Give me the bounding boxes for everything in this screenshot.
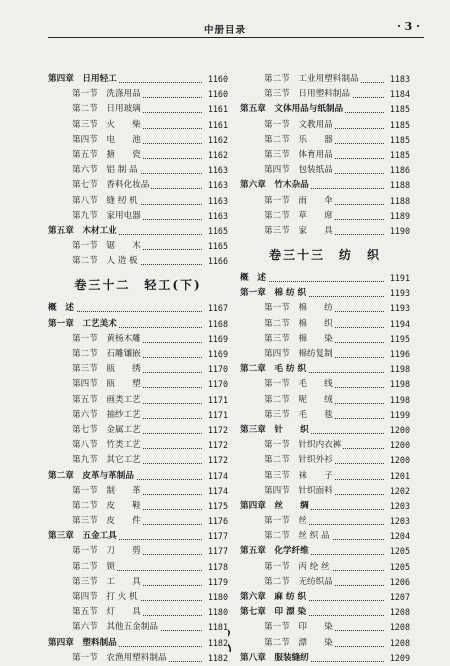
entry-page-number: 1172 xyxy=(206,453,228,468)
entry-page-number: 1188 xyxy=(388,178,410,193)
entry-label: 第三节 家 具 xyxy=(264,225,333,236)
entry-label: 第七节 香料化妆品 xyxy=(72,180,150,191)
entry-label: 第一节 丙 纶 丝 xyxy=(264,561,330,572)
toc-chapter-entry xyxy=(48,72,228,87)
entry-label: 第三节 日用塑料制品 xyxy=(264,89,350,100)
entry-page-number: 1185 xyxy=(388,148,410,163)
toc-section-entry xyxy=(240,72,410,87)
toc-section-entry xyxy=(48,408,228,423)
toc-chapter-entry xyxy=(48,317,228,332)
entry-page-number: 1163 xyxy=(206,163,228,178)
entry-label: 第四节 棉纺复制 xyxy=(264,349,333,359)
entry-label: 第六章 竹木杂品 xyxy=(240,180,309,191)
entry-page-number: 1200 xyxy=(388,438,410,453)
toc-section-entry xyxy=(240,118,410,133)
toc-section-entry xyxy=(48,438,228,453)
entry-label: 第八章 服装缝纫 xyxy=(240,652,309,663)
entry-page-number: 1177 xyxy=(206,544,228,559)
toc-section-entry xyxy=(48,560,228,575)
toc-section-entry xyxy=(48,347,228,362)
entry-page-number: 1165 xyxy=(206,239,228,254)
toc-section-entry xyxy=(240,133,410,148)
entry-page-number: 1167 xyxy=(206,301,228,316)
entry-label: 第一节 锯 木 xyxy=(72,241,141,252)
entry-page-number: 1194 xyxy=(388,317,410,332)
toc-section-entry xyxy=(48,163,228,178)
entry-page-number: 1203 xyxy=(388,514,410,529)
entry-label: 第一节 制 革 xyxy=(72,485,141,496)
entry-label: 第二节 人 造 板 xyxy=(72,256,138,267)
entry-page-number: 1179 xyxy=(206,575,228,590)
entry-label: 第一章 工艺美术 xyxy=(48,318,117,329)
entry-page-number: 1208 xyxy=(388,636,410,651)
entry-label: 第三节 瓯 绣 xyxy=(72,364,141,375)
entry-page-number: 1165 xyxy=(206,224,228,239)
entry-page-number: 1193 xyxy=(388,301,410,316)
entry-label: 第六节 铝 制 品 xyxy=(72,165,138,176)
toc-section-entry xyxy=(48,514,228,529)
toc-section-entry xyxy=(240,408,410,423)
toc-section-entry xyxy=(48,362,228,377)
entry-page-number: 1195 xyxy=(388,332,410,347)
entry-page-number: 1166 xyxy=(206,254,228,269)
toc-section-entry xyxy=(240,209,410,224)
entry-label: 第八节 竹类工艺 xyxy=(72,440,141,451)
toc-section-entry xyxy=(240,87,410,102)
toc-section-entry xyxy=(48,620,228,635)
toc-section-entry xyxy=(240,620,410,635)
entry-label: 第二节 皮 鞋 xyxy=(72,500,141,511)
entry-label: 第一节 雨 伞 xyxy=(264,195,333,206)
entry-label: 第一章 棉 纺 织 xyxy=(240,288,307,299)
toc-chapter-entry xyxy=(240,651,410,666)
entry-label: 第四章 丝 绸 xyxy=(240,500,309,511)
entry-label: 第二节 石雕镶嵌 xyxy=(72,349,141,359)
entry-page-number: 1172 xyxy=(206,423,228,438)
entry-label: 第九节 家用电器 xyxy=(72,210,141,221)
entry-page-number: 1202 xyxy=(388,484,410,499)
entry-label: 第二章 毛 纺 织 xyxy=(240,364,307,375)
entry-page-number: 1161 xyxy=(206,118,228,133)
toc-chapter-entry xyxy=(240,499,410,514)
entry-label: 第四节 电 池 xyxy=(72,134,141,145)
entry-page-number: 1189 xyxy=(388,209,410,224)
entry-label: 概 述 xyxy=(240,273,266,284)
entry-page-number: 1198 xyxy=(388,362,410,377)
entry-label: 第一节 棉 纺 xyxy=(264,303,333,314)
entry-label: 第一节 针织内衣裤 xyxy=(264,440,342,451)
entry-label: 第六节 其他五金制品 xyxy=(72,622,158,633)
toc-chapter-entry xyxy=(48,636,228,651)
toc-chapter-entry xyxy=(240,423,410,438)
toc-section-entry xyxy=(48,239,228,254)
entry-label: 第三节 棉 染 xyxy=(264,333,333,344)
toc-section-entry xyxy=(48,484,228,499)
toc-overview-entry xyxy=(240,271,410,286)
entry-page-number: 1161 xyxy=(206,102,228,117)
entry-label: 第二节 呢 绒 xyxy=(264,394,333,405)
toc-section-entry xyxy=(48,194,228,209)
entry-label: 第八节 缝 纫 机 xyxy=(72,195,138,206)
entry-label: 第四章 塑料制品 xyxy=(48,637,117,648)
entry-page-number: 1185 xyxy=(388,102,410,117)
entry-label: 第一节 洗涤用品 xyxy=(72,89,141,100)
toc-section-entry xyxy=(240,377,410,392)
header-rule xyxy=(48,37,424,38)
toc-section-entry xyxy=(48,605,228,620)
entry-label: 第三节 工 具 xyxy=(72,576,141,587)
entry-page-number: 1188 xyxy=(388,194,410,209)
toc-section-entry xyxy=(240,163,410,178)
toc-chapter-entry xyxy=(48,224,228,239)
entry-page-number: 1180 xyxy=(206,590,228,605)
entry-label: 第四节 针织面料 xyxy=(264,485,333,496)
toc-section-entry xyxy=(240,194,410,209)
toc-section-entry xyxy=(48,133,228,148)
toc-section-entry xyxy=(240,529,410,544)
entry-label: 第六章 麻 纺 织 xyxy=(240,592,307,602)
toc-chapter-entry xyxy=(240,590,410,605)
toc-chapter-entry xyxy=(48,529,228,544)
toc-section-entry xyxy=(48,254,228,269)
toc-section-entry xyxy=(48,148,228,163)
entry-page-number: 1182 xyxy=(206,636,228,651)
entry-page-number: 1208 xyxy=(388,620,410,635)
entry-label: 第一节 黄杨木雕 xyxy=(72,333,141,344)
entry-page-number: 1160 xyxy=(206,72,228,87)
entry-page-number: 1185 xyxy=(388,118,410,133)
toc-section-entry xyxy=(48,209,228,224)
entry-page-number: 1205 xyxy=(388,544,410,559)
toc-section-entry xyxy=(240,393,410,408)
entry-label: 第二节 草 席 xyxy=(264,210,333,221)
entry-label: 第四章 日用轻工 xyxy=(48,74,117,84)
entry-page-number: 1174 xyxy=(206,469,228,484)
entry-page-number: 1181 xyxy=(206,620,228,635)
entry-label: 第二节 无纺织品 xyxy=(264,576,333,587)
toc-section-entry xyxy=(48,118,228,133)
entry-label: 第四节 打 火 机 xyxy=(72,592,138,602)
entry-label: 第三节 皮 件 xyxy=(72,516,141,527)
entry-label: 第六节 抽纱工艺 xyxy=(72,409,141,420)
entry-page-number: 1207 xyxy=(388,590,410,605)
header-title: 中册目录 xyxy=(203,25,246,36)
toc-section-entry xyxy=(240,484,410,499)
entry-label: 第一节 文教用品 xyxy=(264,119,333,130)
entry-label: 第二节 棉 织 xyxy=(264,318,333,329)
entry-label: 第二节 乐 器 xyxy=(264,134,333,145)
entry-page-number: 1182 xyxy=(206,651,228,666)
toc-right-column xyxy=(240,72,410,666)
entry-label: 第九节 其它工艺 xyxy=(72,455,141,466)
entry-label: 第五章 木材工业 xyxy=(48,225,117,236)
entry-page-number: 1190 xyxy=(388,224,410,239)
entry-page-number: 1196 xyxy=(388,347,410,362)
entry-page-number: 1185 xyxy=(388,133,410,148)
toc-section-entry xyxy=(240,514,410,529)
entry-label: 第二章 皮革与革制品 xyxy=(48,470,134,481)
toc-section-entry xyxy=(240,453,410,468)
page-header xyxy=(0,0,450,46)
entry-label: 第三节 火 柴 xyxy=(72,119,141,130)
entry-page-number: 1191 xyxy=(388,271,410,286)
toc-section-entry xyxy=(240,347,410,362)
toc-section-entry xyxy=(240,317,410,332)
entry-label: 第七章 印 漂 染 xyxy=(240,607,307,618)
toc-section-entry xyxy=(48,651,228,666)
toc-section-entry xyxy=(48,393,228,408)
entry-page-number: 1184 xyxy=(388,87,410,102)
entry-label: 第一节 毛 线 xyxy=(264,379,333,390)
entry-page-number: 1171 xyxy=(206,393,228,408)
toc-section-entry xyxy=(48,423,228,438)
toc-left-column xyxy=(48,72,228,666)
entry-page-number: 1183 xyxy=(388,72,410,87)
toc-section-entry xyxy=(48,499,228,514)
toc-overview-entry xyxy=(48,301,228,316)
entry-page-number: 1186 xyxy=(388,163,410,178)
entry-page-number: 1160 xyxy=(206,87,228,102)
entry-label: 第一节 农渔用塑料制品 xyxy=(72,652,167,663)
toc-chapter-entry xyxy=(240,362,410,377)
entry-page-number: 1198 xyxy=(388,393,410,408)
entry-label: 第五节 搪 瓷 xyxy=(72,149,141,160)
entry-page-number: 1170 xyxy=(206,377,228,392)
entry-label: 第三章 针 织 xyxy=(240,424,309,435)
entry-page-number: 1206 xyxy=(388,575,410,590)
entry-page-number: 1163 xyxy=(206,178,228,193)
entry-page-number: 1163 xyxy=(206,194,228,209)
entry-page-number: 1163 xyxy=(206,209,228,224)
entry-page-number: 1200 xyxy=(388,453,410,468)
entry-label: 第二节 工业用塑料制品 xyxy=(264,74,359,84)
toc-section-entry xyxy=(240,469,410,484)
page-number: · 3 · xyxy=(397,20,420,33)
toc-section-entry xyxy=(240,438,410,453)
entry-label: 第三节 体育用品 xyxy=(264,149,333,160)
toc-section-entry xyxy=(48,87,228,102)
toc-section-entry xyxy=(240,148,410,163)
toc-section-entry xyxy=(48,590,228,605)
entry-label: 第三章 五金工具 xyxy=(48,531,117,542)
entry-page-number: 1175 xyxy=(206,499,228,514)
toc-chapter-entry xyxy=(240,178,410,193)
toc-chapter-entry xyxy=(240,102,410,117)
entry-page-number: 1176 xyxy=(206,514,228,529)
entry-page-number: 1199 xyxy=(388,408,410,423)
toc-section-entry xyxy=(240,560,410,575)
toc-section-entry xyxy=(48,102,228,117)
toc-section-entry xyxy=(48,575,228,590)
entry-label: 第五章 文体用品与纸制品 xyxy=(240,104,344,115)
toc-section-entry xyxy=(48,332,228,347)
entry-page-number: 1193 xyxy=(388,286,410,301)
entry-page-number: 1171 xyxy=(206,408,228,423)
volume-heading: 卷三十二 轻工(下) xyxy=(74,278,202,293)
entry-page-number: 1204 xyxy=(388,529,410,544)
entry-page-number: 1169 xyxy=(206,347,228,362)
entry-label: 第四节 包装纸品 xyxy=(264,165,333,176)
entry-page-number: 1172 xyxy=(206,438,228,453)
entry-page-number: 1162 xyxy=(206,133,228,148)
toc-section-entry xyxy=(48,453,228,468)
entry-label: 第三节 毛 毯 xyxy=(264,409,333,420)
entry-label: 第五章 化学纤维 xyxy=(240,546,309,557)
entry-label: 第四节 瓯 塑 xyxy=(72,379,141,390)
entry-label: 第七节 金属工艺 xyxy=(72,424,141,435)
entry-page-number: 1174 xyxy=(206,484,228,499)
entry-page-number: 1169 xyxy=(206,332,228,347)
entry-label: 第二节 日用玻璃 xyxy=(72,104,141,115)
toc-section-entry xyxy=(240,636,410,651)
entry-page-number: 1198 xyxy=(388,377,410,392)
entry-label: 第三节 袜 子 xyxy=(264,470,333,481)
toc-section-entry xyxy=(240,224,410,239)
entry-label: 第五节 灯 具 xyxy=(72,607,141,618)
entry-page-number: 1168 xyxy=(206,317,228,332)
entry-label: 概 述 xyxy=(48,303,74,314)
entry-page-number: 1170 xyxy=(206,362,228,377)
entry-page-number: 1205 xyxy=(388,560,410,575)
toc-chapter-entry xyxy=(48,469,228,484)
toc-section-entry xyxy=(240,301,410,316)
entry-label: 第五节 画类工艺 xyxy=(72,394,141,405)
toc-section-entry xyxy=(240,332,410,347)
volume-heading: 卷三十三 纺 织 xyxy=(268,248,381,263)
entry-page-number: 1200 xyxy=(388,423,410,438)
toc-section-entry xyxy=(48,377,228,392)
toc-section-entry xyxy=(240,575,410,590)
toc-chapter-entry xyxy=(240,286,410,301)
toc-chapter-entry xyxy=(240,605,410,620)
toc-section-entry xyxy=(48,544,228,559)
entry-label: 第二节 丝 织 品 xyxy=(264,531,330,542)
entry-label: 第二节 针织外衫 xyxy=(264,455,333,466)
entry-page-number: 1178 xyxy=(206,560,228,575)
entry-page-number: 1209 xyxy=(388,651,410,666)
toc-section-entry xyxy=(48,178,228,193)
entry-label: 第一节 刀 剪 xyxy=(72,546,141,557)
entry-page-number: 1208 xyxy=(388,605,410,620)
entry-label: 第一节 印 染 xyxy=(264,622,333,633)
entry-label: 第二节 锁 xyxy=(72,561,115,572)
entry-label: 第二节 漂 染 xyxy=(264,637,333,648)
entry-page-number: 1180 xyxy=(206,605,228,620)
toc-chapter-entry xyxy=(240,544,410,559)
entry-page-number: 1201 xyxy=(388,469,410,484)
entry-page-number: 1203 xyxy=(388,499,410,514)
entry-page-number: 1162 xyxy=(206,148,228,163)
entry-page-number: 1177 xyxy=(206,529,228,544)
entry-label: 第一节 丝 xyxy=(264,516,307,527)
